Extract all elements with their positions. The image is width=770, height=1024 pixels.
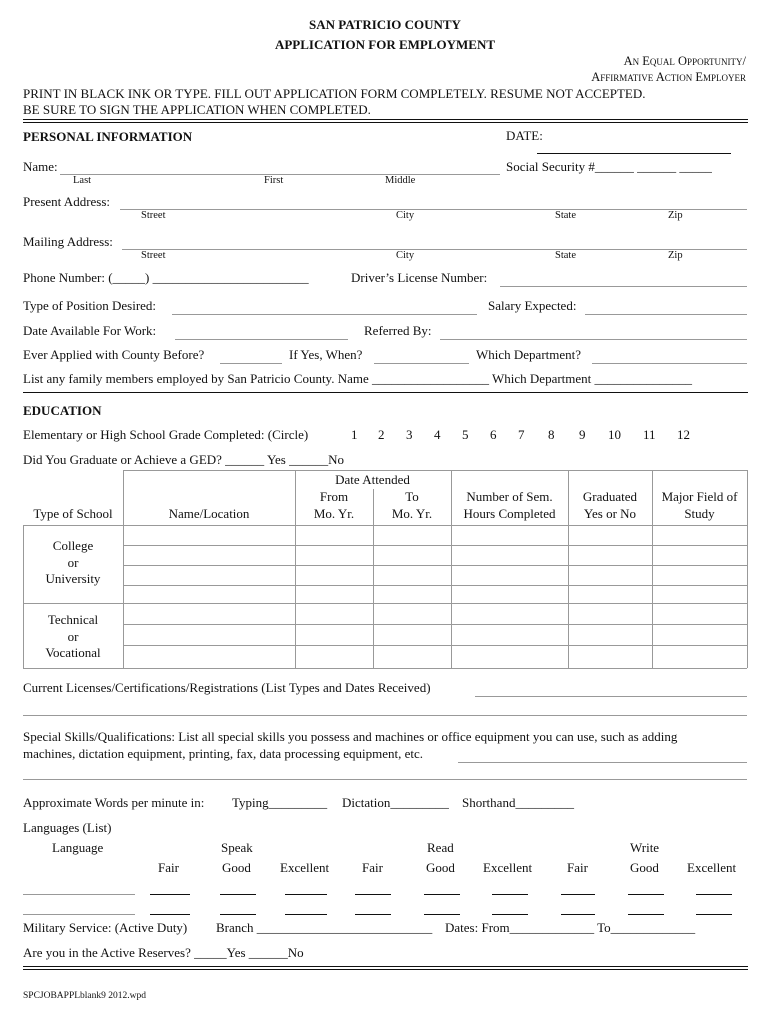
referred-by-line[interactable] <box>440 339 747 340</box>
edu-col-6 <box>652 470 653 668</box>
edu-col-1 <box>123 470 124 668</box>
which-department-line[interactable] <box>592 363 747 364</box>
edu-header-bottom <box>23 525 747 526</box>
lang2-read-good[interactable] <box>424 914 460 915</box>
to-mo-yr: Mo. Yr. <box>391 506 433 521</box>
to-header: To <box>405 489 419 504</box>
language-header: Language <box>52 840 104 855</box>
bottom-divider-2 <box>23 969 748 970</box>
write-fair: Fair <box>567 860 588 875</box>
county-name: SAN PATRICIO COUNTY <box>309 17 461 32</box>
lang1-read-good[interactable] <box>424 894 460 895</box>
salary-line[interactable] <box>585 314 747 315</box>
lang2-speak-good[interactable] <box>220 914 256 915</box>
lang2-read-excellent[interactable] <box>492 914 528 915</box>
lang1-speak-excellent[interactable] <box>285 894 327 895</box>
date-attended-header: Date Attended <box>335 472 410 487</box>
read-fair: Fair <box>362 860 383 875</box>
grade-2[interactable]: 2 <box>378 427 385 442</box>
family-members-line: List any family members employed by San Patricio County. Name __________________ Which Department _______________ <box>23 371 693 386</box>
eoe-line-2: Affirmative Action Employer <box>591 70 746 84</box>
ssn-label: Social Security #______ ______ _____ <box>506 159 712 174</box>
drivers-license-line[interactable] <box>500 286 747 287</box>
shorthand-field[interactable]: Shorthand_________ <box>462 795 574 810</box>
present-zip-label: Zip <box>668 210 683 221</box>
sem-hours-header-2: Hours Completed <box>463 506 556 521</box>
personal-section-title: PERSONAL INFORMATION <box>23 129 193 144</box>
grade-12[interactable]: 12 <box>677 427 690 442</box>
edu-row-line-1[interactable] <box>123 545 747 546</box>
grade-10[interactable]: 10 <box>608 427 621 442</box>
from-header: From <box>319 489 349 504</box>
edu-col-2 <box>295 470 296 668</box>
file-name: SPCJOBAPPLblank9 2012.wpd <box>23 991 146 1001</box>
lang2-speak-fair[interactable] <box>150 914 190 915</box>
mailing-city-label: City <box>396 250 415 261</box>
name-location-header: Name/Location <box>168 506 250 521</box>
write-excellent: Excellent <box>687 860 737 875</box>
major-header-2: Study <box>684 506 715 521</box>
mailing-address-line[interactable] <box>122 249 747 250</box>
read-header: Read <box>427 840 454 855</box>
header-divider-2 <box>23 122 748 123</box>
position-label: Type of Position Desired: <box>23 298 157 313</box>
grade-9[interactable]: 9 <box>579 427 586 442</box>
grade-4[interactable]: 4 <box>434 427 441 442</box>
branch-field[interactable]: Branch ___________________________ <box>216 920 433 935</box>
speak-header: Speak <box>221 840 253 855</box>
lang1-read-fair[interactable] <box>355 894 391 895</box>
if-yes-when-label: If Yes, When? <box>289 347 363 362</box>
edu-col-7 <box>747 470 748 668</box>
edu-col-3 <box>373 489 374 668</box>
lang1-speak-fair[interactable] <box>150 894 190 895</box>
mailing-zip-label: Zip <box>668 250 683 261</box>
technical-label-1: Technical <box>47 612 99 627</box>
instruction-line-1: PRINT IN BLACK INK OR TYPE. FILL OUT APPLICATION FORM COMPLETELY. RESUME NOT ACCEPTED. <box>23 86 646 101</box>
date-label: DATE: <box>506 128 543 143</box>
form-title: APPLICATION FOR EMPLOYMENT <box>274 37 496 52</box>
college-label-1: College <box>52 538 94 553</box>
present-address-label: Present Address: <box>23 194 111 209</box>
edu-table-bottom <box>23 668 747 669</box>
grade-completed-label: Elementary or High School Grade Completed: (Circle) <box>23 427 309 442</box>
mailing-state-label: State <box>555 250 576 261</box>
drivers-license-label: Driver’s License Number: <box>351 270 488 285</box>
first-label: First <box>264 175 284 186</box>
last-label: Last <box>73 175 92 186</box>
write-header: Write <box>630 840 660 855</box>
speak-good: Good <box>222 860 251 875</box>
technical-label-2: or <box>67 629 79 644</box>
middle-label: Middle <box>385 175 416 186</box>
present-city-label: City <box>396 210 415 221</box>
date-line[interactable] <box>537 153 731 154</box>
ever-applied-line[interactable] <box>220 363 282 364</box>
ever-applied-label: Ever Applied with County Before? <box>23 347 205 362</box>
read-excellent: Excellent <box>483 860 533 875</box>
major-header-1: Major Field of <box>661 489 738 504</box>
edu-row-line-3[interactable] <box>123 585 747 586</box>
grade-8[interactable]: 8 <box>548 427 555 442</box>
language-line-2[interactable] <box>23 914 135 915</box>
lang1-speak-good[interactable] <box>220 894 256 895</box>
from-mo-yr: Mo. Yr. <box>313 506 355 521</box>
lang2-write-good[interactable] <box>628 914 664 915</box>
lang2-read-fair[interactable] <box>355 914 391 915</box>
grade-1[interactable]: 1 <box>351 427 358 442</box>
personal-divider <box>23 392 748 393</box>
edu-section-divider <box>23 603 747 604</box>
technical-label-3: Vocational <box>45 645 101 660</box>
name-label: Name: <box>23 159 58 174</box>
licenses-line-1[interactable] <box>475 696 747 697</box>
skills-line-1[interactable] <box>458 762 747 763</box>
phone-label: Phone Number: (_____) ________________________ <box>23 270 309 285</box>
grade-7[interactable]: 7 <box>518 427 525 442</box>
education-section-title: EDUCATION <box>23 403 102 418</box>
skills-label-1: Special Skills/Qualifications: List all special skills you possess and machines or office equipment you can use, such as adding <box>23 729 678 744</box>
dictation-field[interactable]: Dictation_________ <box>342 795 449 810</box>
bottom-divider-1 <box>23 966 748 967</box>
edu-row-line-4[interactable] <box>123 624 747 625</box>
graduated-header-1: Graduated <box>582 489 638 504</box>
grade-11[interactable]: 11 <box>643 427 656 442</box>
military-dates-field[interactable]: Dates: From_____________ To_____________ <box>445 920 696 935</box>
instruction-line-2: BE SURE TO SIGN THE APPLICATION WHEN COMPLETED. <box>23 102 371 117</box>
edu-col-5 <box>568 470 569 668</box>
salary-label: Salary Expected: <box>488 298 577 313</box>
lang2-write-excellent[interactable] <box>696 914 732 915</box>
speak-fair: Fair <box>158 860 179 875</box>
reserves-line[interactable]: Are you in the Active Reserves? _____Yes ______No <box>23 945 304 960</box>
position-line[interactable] <box>172 314 477 315</box>
present-state-label: State <box>555 210 576 221</box>
date-available-label: Date Available For Work: <box>23 323 157 338</box>
grade-3[interactable]: 3 <box>406 427 413 442</box>
mailing-street-label: Street <box>141 250 166 261</box>
grade-6[interactable]: 6 <box>490 427 497 442</box>
speak-excellent: Excellent <box>280 860 330 875</box>
graduated-header-2: Yes or No <box>583 506 637 521</box>
mailing-address-label: Mailing Address: <box>23 234 113 249</box>
grade-5[interactable]: 5 <box>462 427 469 442</box>
lang1-read-excellent[interactable] <box>492 894 528 895</box>
eoe-line-1: An Equal Opportunity/ <box>623 54 746 68</box>
write-good: Good <box>630 860 659 875</box>
date-available-line[interactable] <box>175 339 348 340</box>
referred-by-label: Referred By: <box>364 323 432 338</box>
which-department-label: Which Department? <box>476 347 582 362</box>
college-label-3: University <box>45 571 101 586</box>
if-yes-when-line[interactable] <box>374 363 469 364</box>
present-street-label: Street <box>141 210 166 221</box>
ged-line: Did You Graduate or Achieve a GED? ______ Yes ______No <box>23 452 344 467</box>
licenses-label: Current Licenses/Certifications/Registrations (List Types and Dates Received) <box>23 680 431 695</box>
military-label: Military Service: (Active Duty) <box>23 920 188 935</box>
skills-line-2[interactable] <box>23 779 747 780</box>
edu-row-line-5[interactable] <box>123 645 747 646</box>
header-divider-1 <box>23 119 748 120</box>
edu-table-top <box>123 470 747 471</box>
licenses-line-2[interactable] <box>23 715 747 716</box>
college-label-2: or <box>67 555 79 570</box>
skills-label-2: machines, dictation equipment, printing, fax, data processing equipment, etc. <box>23 746 423 761</box>
lang2-write-fair[interactable] <box>561 914 595 915</box>
read-good: Good <box>426 860 455 875</box>
lang1-write-fair[interactable] <box>561 894 595 895</box>
wpm-label: Approximate Words per minute in: <box>23 795 205 810</box>
edu-row-line-2[interactable] <box>123 565 747 566</box>
present-address-line[interactable] <box>120 209 747 210</box>
lang1-write-excellent[interactable] <box>696 894 732 895</box>
edu-col-4 <box>451 470 452 668</box>
sem-hours-header-1: Number of Sem. <box>466 489 553 504</box>
lang2-speak-excellent[interactable] <box>285 914 327 915</box>
lang1-write-good[interactable] <box>628 894 664 895</box>
type-of-school-header: Type of School <box>33 506 113 521</box>
languages-label: Languages (List) <box>23 820 112 835</box>
typing-field[interactable]: Typing_________ <box>232 795 328 810</box>
language-line-1[interactable] <box>23 894 135 895</box>
